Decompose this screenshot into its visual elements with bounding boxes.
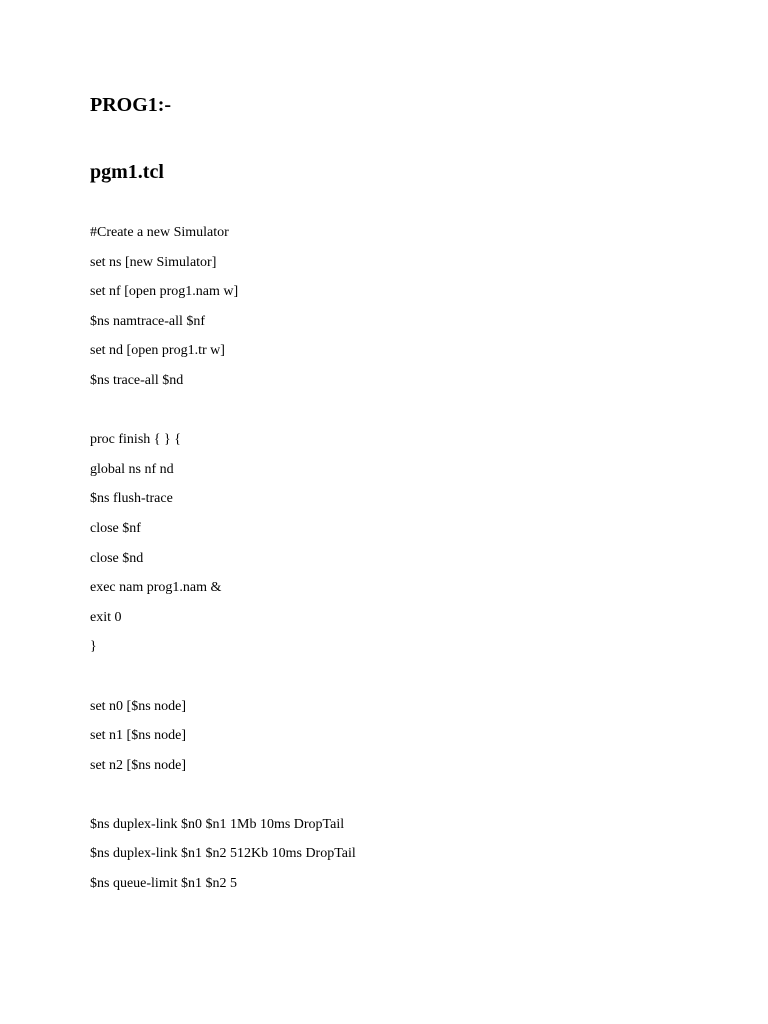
code-line: exit 0 [90,609,122,625]
code-line: proc finish { } { [90,432,181,448]
code-line: $ns queue-limit $n1 $n2 5 [90,876,237,892]
document-content [90,90,730,899]
code-line: } [90,639,97,655]
code-line: close $nf [90,520,141,536]
code-line: close $nd [90,550,144,566]
code-line: set nd [open prog1.tr w] [90,343,225,359]
file-name-heading: pgm1.tcl [90,161,164,183]
code-line: set n0 [$ns node] [90,698,187,714]
code-block [90,218,730,899]
code-line: $ns trace-all $nd [90,372,184,388]
code-line: set ns [new Simulator] [90,254,217,270]
document-heading: PROG1:- [90,94,172,116]
blank-line [90,780,730,810]
blank-line [90,662,730,692]
code-line: $ns flush-trace [90,491,173,507]
blank-line [90,396,730,426]
code-line: set nf [open prog1.nam w] [90,284,239,300]
code-line: global ns nf nd [90,461,174,477]
code-line: $ns duplex-link $n1 $n2 512Kb 10ms DropTail [90,846,356,862]
code-line: $ns duplex-link $n0 $n1 1Mb 10ms DropTail [90,816,345,832]
code-line: set n1 [$ns node] [90,728,187,744]
code-line: exec nam prog1.nam & [90,580,222,596]
code-line: $ns namtrace-all $nf [90,313,206,329]
code-line: #Create a new Simulator [90,225,229,240]
code-line: set n2 [$ns node] [90,757,187,773]
